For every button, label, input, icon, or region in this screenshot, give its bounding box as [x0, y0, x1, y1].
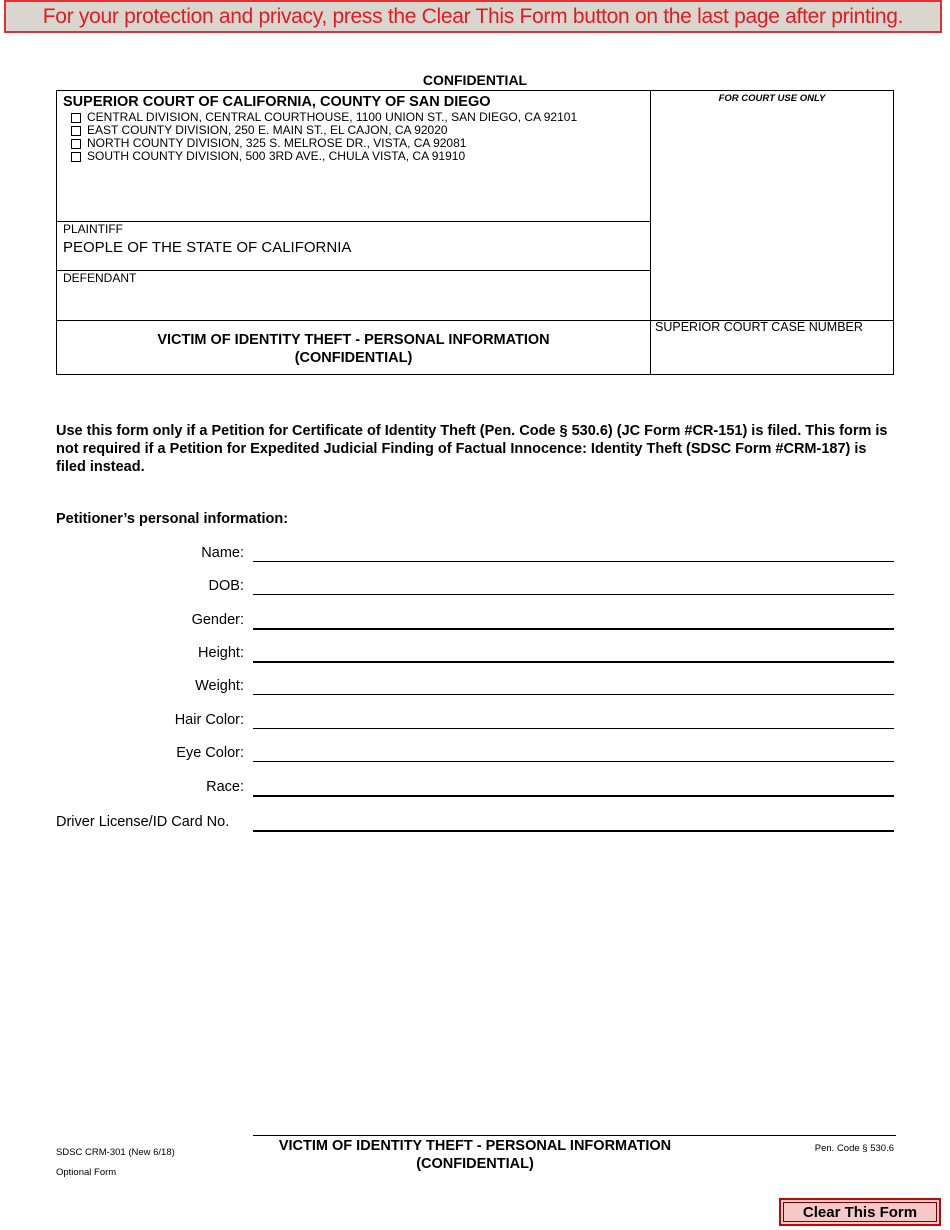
- driver-license-label: Driver License/ID Card No.: [56, 814, 230, 830]
- race-row: [0, 779, 950, 799]
- division-label: CENTRAL DIVISION, CENTRAL COURTHOUSE, 1100 UNION ST., SAN DIEGO, CA 92101: [87, 110, 578, 124]
- dob-label: DOB:: [208, 578, 244, 594]
- confidential-label: CONFIDENTIAL: [422, 72, 528, 88]
- plaintiff-field[interactable]: PEOPLE OF THE STATE OF CALIFORNIA: [63, 239, 352, 256]
- hair-color-row: [0, 712, 950, 732]
- plaintiff-label: PLAINTIFF: [63, 222, 124, 236]
- eye-color-input[interactable]: [253, 761, 894, 762]
- height-row: [0, 645, 950, 665]
- footer-title-line: (CONFIDENTIAL): [416, 1156, 534, 1172]
- clear-form-button[interactable]: Clear This Form: [779, 1198, 941, 1226]
- privacy-banner: For your protection and privacy, press the Clear This Form button on the last page after printing.: [4, 0, 942, 33]
- division-label: NORTH COUNTY DIVISION, 325 S. MELROSE DR., VISTA, CA 92081: [87, 136, 467, 150]
- caption-title-line: (CONFIDENTIAL): [294, 350, 413, 366]
- division-checkbox[interactable]: [71, 113, 81, 123]
- race-input[interactable]: [253, 795, 894, 797]
- dob-input[interactable]: [253, 594, 894, 595]
- division-checkbox[interactable]: [71, 152, 81, 162]
- defendant-field[interactable]: [63, 289, 643, 317]
- footer-title: [190, 1137, 760, 1173]
- instructions-text: Use this form only if a Petition for Certificate of Identity Theft (Pen. Code § 530.6) (JC Form #CR-151) is filed. This form is not required if a Petition for Expedited Judicial Finding of Factual Innocence: Identity Theft (SDSC Form #CRM-187) is filed instead.: [56, 423, 888, 475]
- dob-row: [0, 578, 950, 598]
- caption-title-line: VICTIM OF IDENTITY THEFT - PERSONAL INFORMATION: [157, 332, 550, 348]
- hair-color-label: Hair Color:: [174, 712, 244, 728]
- gender-row: [0, 612, 950, 632]
- division-label: EAST COUNTY DIVISION, 250 E. MAIN ST., EL CAJON, CA 92020: [87, 123, 448, 137]
- division-checkbox[interactable]: [71, 139, 81, 149]
- division-option-south[interactable]: [71, 150, 577, 163]
- weight-input[interactable]: [253, 694, 894, 695]
- court-name: SUPERIOR COURT OF CALIFORNIA, COUNTY OF SAN DIEGO: [63, 94, 491, 110]
- height-input[interactable]: [253, 661, 894, 663]
- height-label: Height:: [198, 645, 244, 661]
- caption-divider: [57, 270, 651, 271]
- name-input[interactable]: [253, 561, 894, 562]
- weight-label: Weight:: [195, 678, 244, 694]
- eye-color-row: [0, 745, 950, 765]
- division-label: SOUTH COUNTY DIVISION, 500 3RD AVE., CHULA VISTA, CA 91910: [87, 149, 466, 163]
- optional-form-label: Optional Form: [56, 1167, 117, 1178]
- gender-input[interactable]: [253, 628, 894, 630]
- form-number: SDSC CRM-301 (New 6/18): [56, 1147, 175, 1158]
- race-label: Race:: [206, 779, 244, 795]
- eye-color-label: Eye Color:: [176, 745, 244, 761]
- division-list: [71, 111, 577, 163]
- footer-divider: [253, 1135, 896, 1136]
- case-number-label: SUPERIOR COURT CASE NUMBER: [655, 320, 863, 334]
- section-title: Petitioner’s personal information:: [56, 511, 289, 527]
- footer-left: [56, 1143, 175, 1183]
- name-row: [0, 545, 950, 565]
- case-number-field[interactable]: [655, 339, 891, 367]
- case-caption-box: [56, 90, 894, 375]
- caption-form-title: [57, 331, 650, 367]
- driver-license-row: [0, 814, 950, 834]
- name-label: Name:: [201, 545, 244, 561]
- weight-row: [0, 678, 950, 698]
- caption-divider: [57, 221, 651, 222]
- division-checkbox[interactable]: [71, 126, 81, 136]
- caption-vertical-divider: [650, 91, 651, 374]
- gender-label: Gender:: [191, 612, 244, 628]
- driver-license-input[interactable]: [253, 830, 894, 832]
- footer-title-line: VICTIM OF IDENTITY THEFT - PERSONAL INFORMATION: [278, 1138, 672, 1154]
- code-reference: Pen. Code § 530.6: [814, 1143, 894, 1154]
- court-use-label: FOR COURT USE ONLY: [718, 93, 826, 104]
- defendant-label: DEFENDANT: [63, 271, 137, 285]
- hair-color-input[interactable]: [253, 728, 894, 729]
